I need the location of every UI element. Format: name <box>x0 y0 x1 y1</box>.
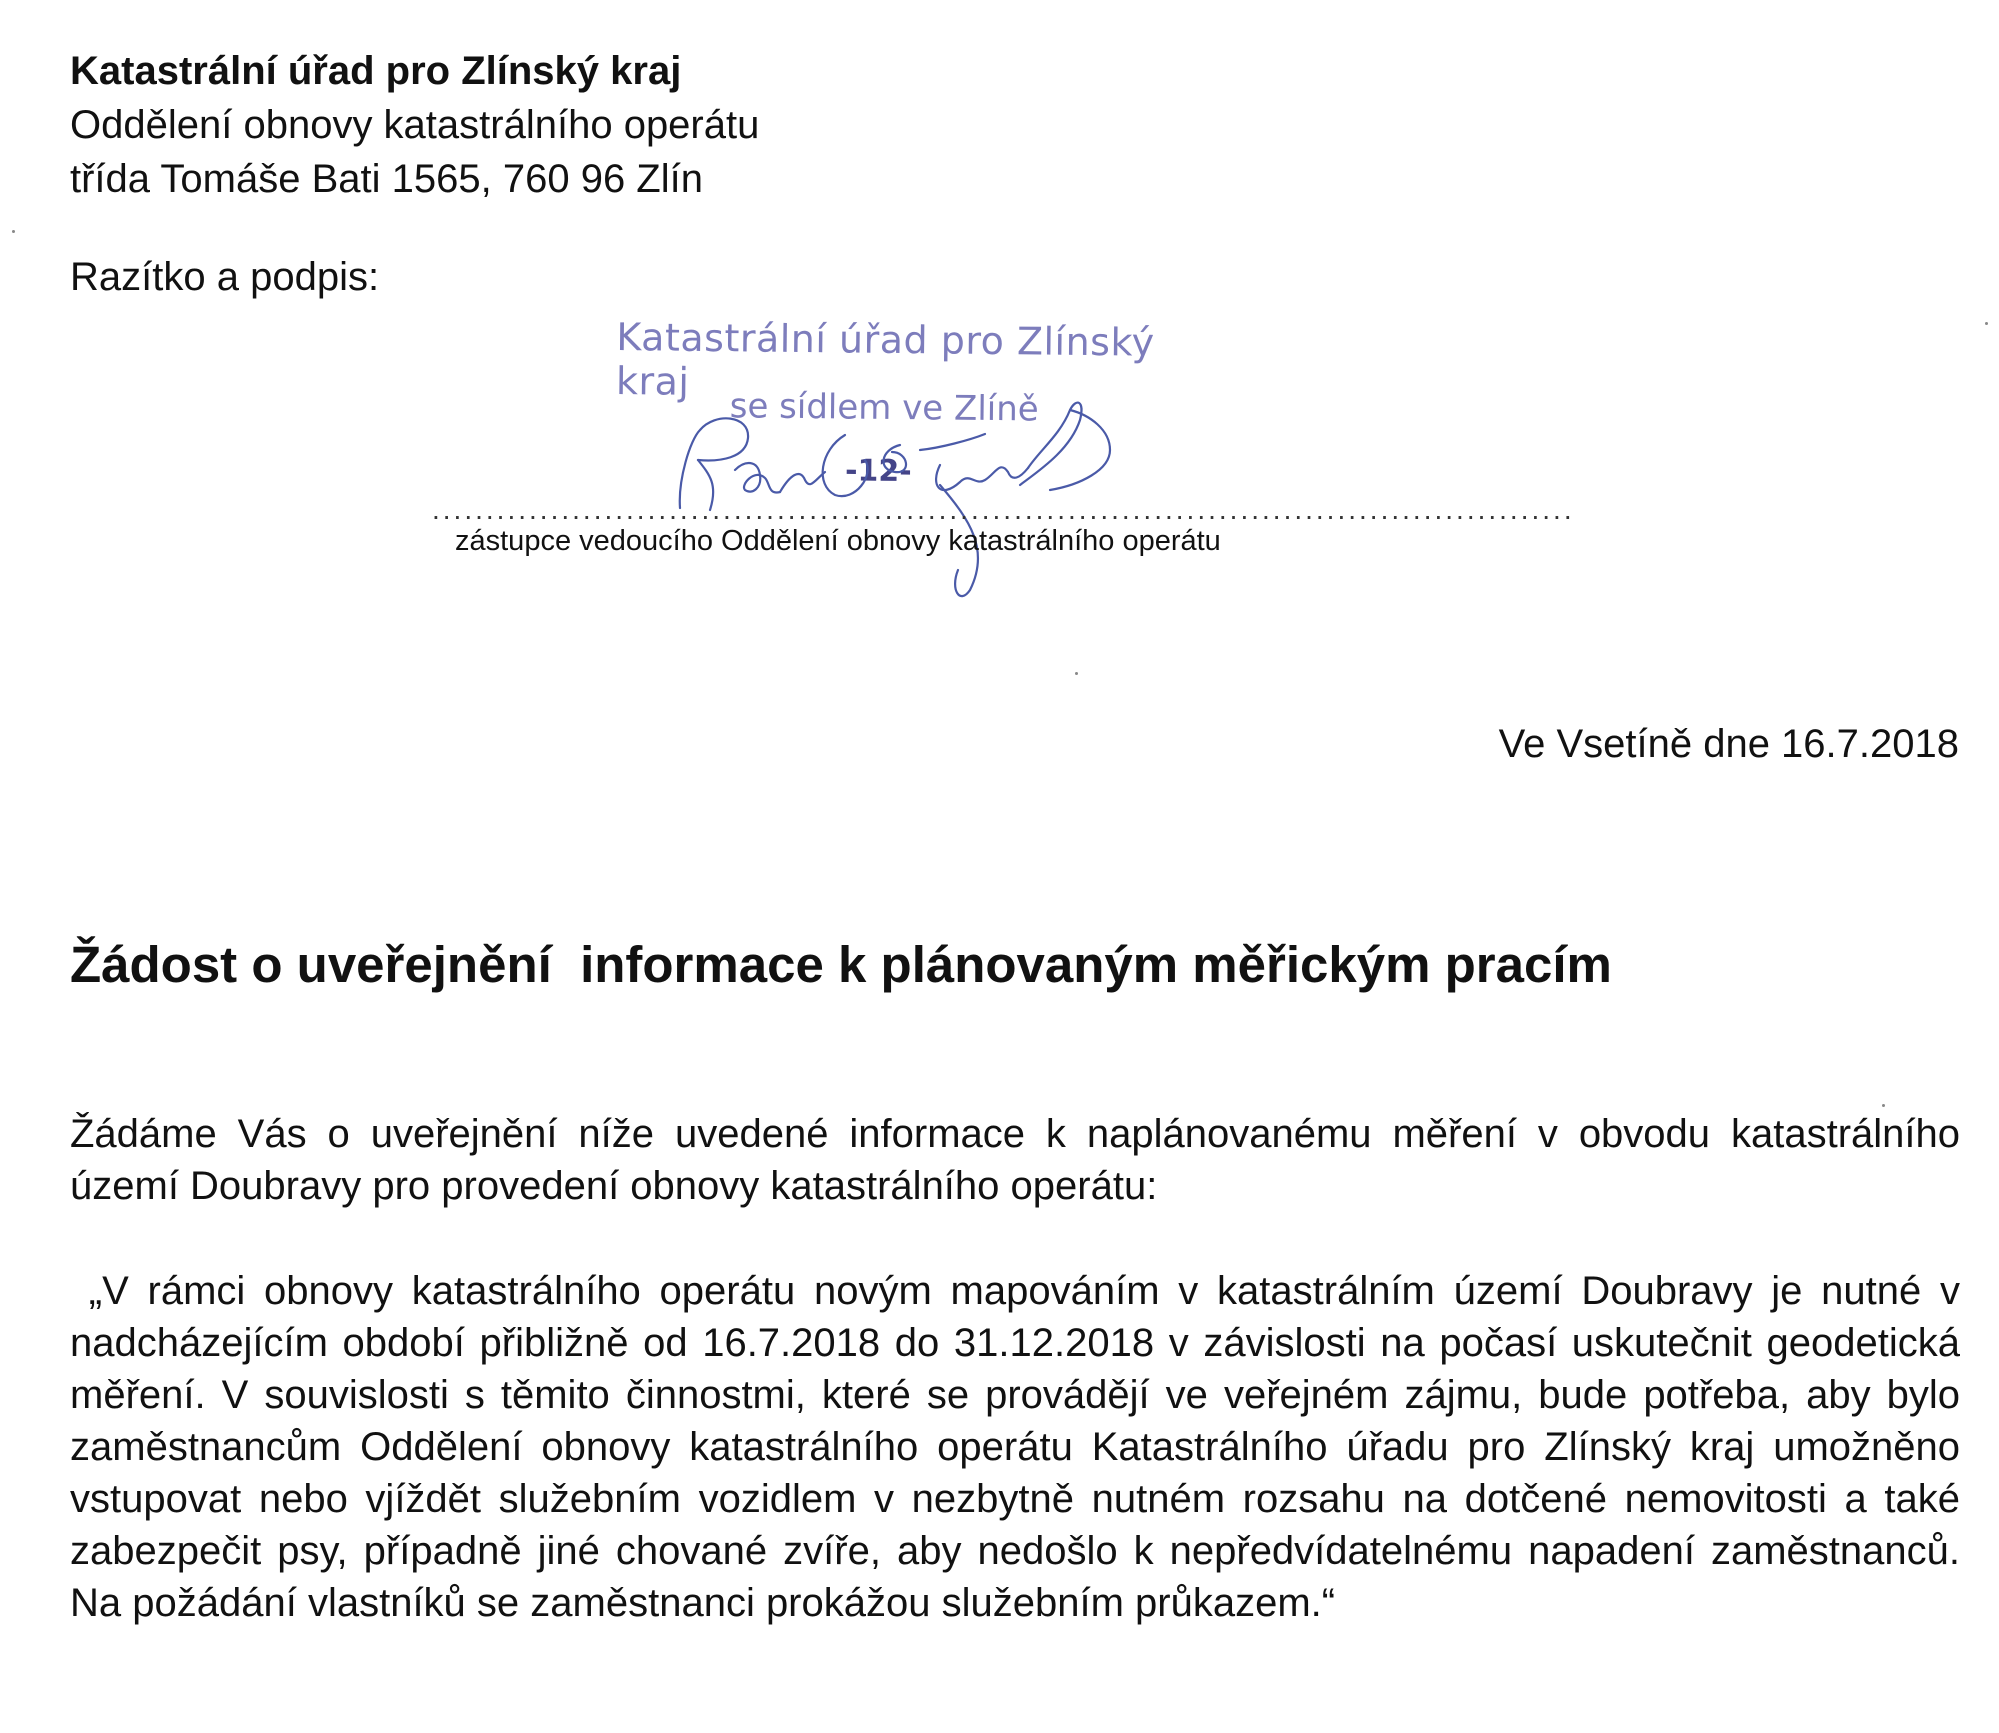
scan-speck <box>12 230 15 233</box>
signature-dotted-line: .......................................................................................................... <box>432 494 1575 525</box>
stamp-number: -12- <box>844 453 912 490</box>
letter-subject: Žádost o uveřejnění informace k plánovaným měřickým pracím <box>70 936 1612 993</box>
signatory-role: zástupce vedoucího Oddělení obnovy katastrálního operátu <box>455 525 1221 557</box>
place-and-date: Ve Vsetíně dne 16.7.2018 <box>1498 722 1959 766</box>
sender-department: Oddělení obnovy katastrálního operátu <box>70 103 760 147</box>
body-paragraph-request: Žádáme Vás o uveřejnění níže uvedené informace k naplánovanému měření v obvodu katastrálního území Doubravy pro provedení obnovy katastrálního operátu: <box>70 1112 1972 1208</box>
sender-header <box>70 44 759 206</box>
scan-speck <box>1075 672 1078 675</box>
stamp-signature-label: Razítko a podpis: <box>70 255 380 299</box>
body-paragraph-quoted-notice: „V rámci obnovy katastrálního operátu novým mapováním v katastrálním území Doubravy je nutné v nadcházejícím období přibližně od 16.7.2018 do 31.12.2018 v závislosti na počasí uskutečnit geodetická měření. V souvislosti s těmito činnostmi, které se provádějí ve veřejném zájmu, bude potřeba, aby bylo zaměstnancům Oddělení obnovy katastrálního operátu Katastrálního úřadu pro Zlínský kraj umožněno vstupovat nebo vjíždět služebním vozidlem v nezbytně nutném rozsahu na dotčené nemovitosti a také zabezpečit psy, případně jiné chované zvíře, aby nedošlo k nepředvídatelnému napadení zaměstnanců. Na požádání vlastníků se zaměstnanci prokážou služebním průkazem.“ <box>70 1269 1972 1625</box>
scan-speck <box>1985 322 1988 325</box>
scan-speck <box>1882 1104 1885 1107</box>
sender-organization: Katastrální úřad pro Zlínský kraj <box>70 49 682 93</box>
stamp-line-office: Katastrální úřad pro Zlínský kraj <box>615 315 1155 404</box>
sender-address: třída Tomáše Bati 1565, 760 96 Zlín <box>70 157 703 201</box>
stamp-line-seat: se sídlem ve Zlíně <box>729 386 1039 430</box>
